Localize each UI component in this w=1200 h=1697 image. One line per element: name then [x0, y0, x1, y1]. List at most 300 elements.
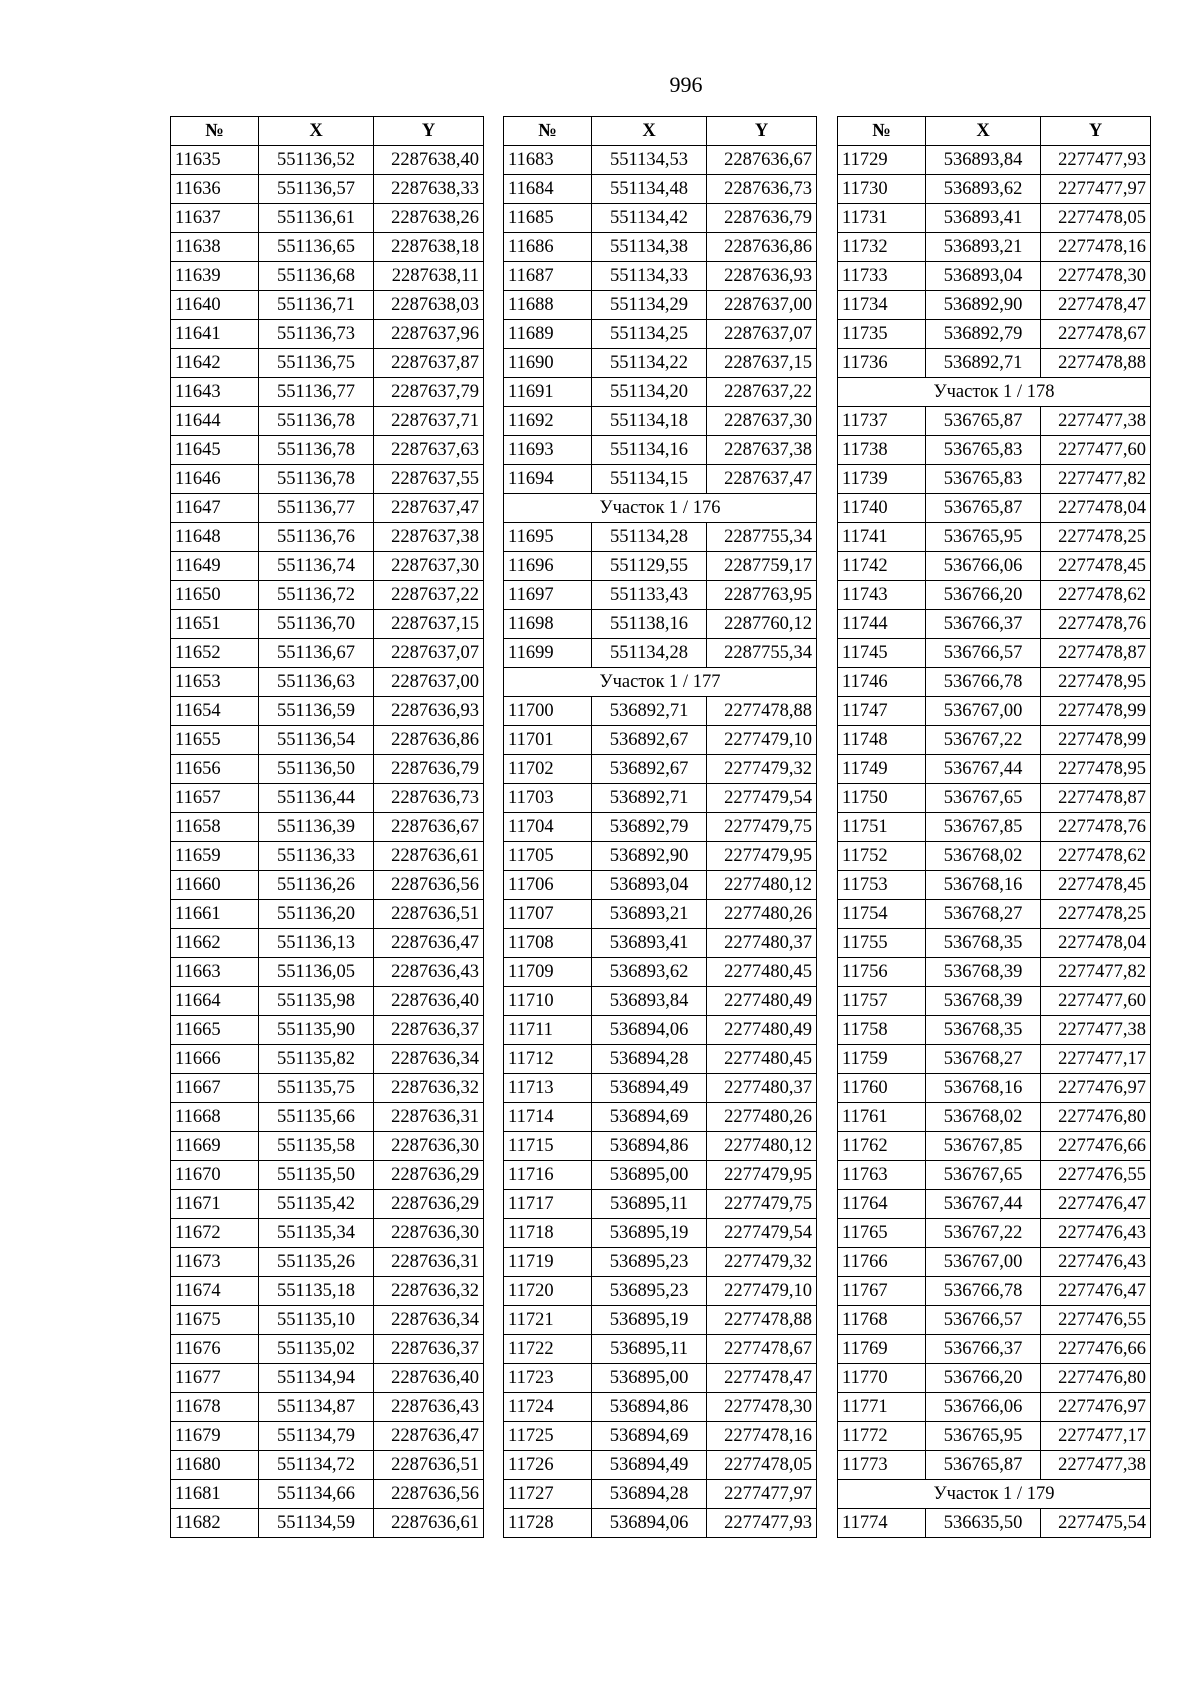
- y-coordinate: 2287636,34: [374, 1045, 484, 1074]
- table-row: [504, 1277, 817, 1306]
- y-coordinate: 2287638,18: [374, 233, 484, 262]
- x-coordinate: 536767,44: [926, 755, 1041, 784]
- x-coordinate: 536895,11: [592, 1335, 707, 1364]
- table-row: [504, 1219, 817, 1248]
- x-coordinate: 536892,90: [592, 842, 707, 871]
- x-coordinate: 551134,87: [259, 1393, 374, 1422]
- table-row: [838, 1161, 1151, 1190]
- x-coordinate: 536766,20: [926, 1364, 1041, 1393]
- table-row: [838, 349, 1151, 378]
- header-x: X: [592, 117, 707, 146]
- x-coordinate: 536767,44: [926, 1190, 1041, 1219]
- y-coordinate: 2277476,80: [1041, 1103, 1151, 1132]
- x-coordinate: 551135,26: [259, 1248, 374, 1277]
- x-coordinate: 536893,84: [592, 987, 707, 1016]
- x-coordinate: 551134,20: [592, 378, 707, 407]
- x-coordinate: 551136,26: [259, 871, 374, 900]
- table-row: [838, 175, 1151, 204]
- y-coordinate: 2287636,86: [374, 726, 484, 755]
- point-number: 11648: [171, 523, 259, 552]
- y-coordinate: 2277478,30: [1041, 262, 1151, 291]
- point-number: 11746: [838, 668, 926, 697]
- point-number: 11753: [838, 871, 926, 900]
- y-coordinate: 2277477,60: [1041, 987, 1151, 1016]
- header-y: Y: [374, 117, 484, 146]
- table-row: [504, 523, 817, 552]
- y-coordinate: 2287637,38: [707, 436, 817, 465]
- point-number: 11748: [838, 726, 926, 755]
- y-coordinate: 2287638,40: [374, 146, 484, 175]
- x-coordinate: 551136,57: [259, 175, 374, 204]
- table-row: [838, 726, 1151, 755]
- y-coordinate: 2287636,61: [374, 1509, 484, 1538]
- table-row: [171, 900, 484, 929]
- y-coordinate: 2277478,45: [1041, 871, 1151, 900]
- point-number: 11636: [171, 175, 259, 204]
- x-coordinate: 536892,71: [926, 349, 1041, 378]
- y-coordinate: 2277477,97: [707, 1480, 817, 1509]
- y-coordinate: 2277480,12: [707, 1132, 817, 1161]
- y-coordinate: 2277477,17: [1041, 1422, 1151, 1451]
- table-row: [171, 349, 484, 378]
- header-x: X: [259, 117, 374, 146]
- y-coordinate: 2277479,54: [707, 1219, 817, 1248]
- point-number: 11691: [504, 378, 592, 407]
- x-coordinate: 551134,53: [592, 146, 707, 175]
- table-row: [838, 581, 1151, 610]
- x-coordinate: 536767,00: [926, 697, 1041, 726]
- y-coordinate: 2277476,66: [1041, 1335, 1151, 1364]
- table-row: [171, 1306, 484, 1335]
- table-row: [504, 204, 817, 233]
- x-coordinate: 536766,37: [926, 1335, 1041, 1364]
- point-number: 11673: [171, 1248, 259, 1277]
- table-row: [838, 1335, 1151, 1364]
- x-coordinate: 551129,55: [592, 552, 707, 581]
- point-number: 11640: [171, 291, 259, 320]
- x-coordinate: 536768,02: [926, 842, 1041, 871]
- point-number: 11739: [838, 465, 926, 494]
- table-row: [838, 871, 1151, 900]
- y-coordinate: 2287636,40: [374, 1364, 484, 1393]
- x-coordinate: 551134,25: [592, 320, 707, 349]
- point-number: 11757: [838, 987, 926, 1016]
- x-coordinate: 536894,28: [592, 1045, 707, 1074]
- table-row: [171, 1103, 484, 1132]
- y-coordinate: 2277478,04: [1041, 929, 1151, 958]
- x-coordinate: 551134,72: [259, 1451, 374, 1480]
- y-coordinate: 2277479,75: [707, 1190, 817, 1219]
- x-coordinate: 536765,87: [926, 407, 1041, 436]
- y-coordinate: 2277478,47: [707, 1364, 817, 1393]
- y-coordinate: 2287636,79: [374, 755, 484, 784]
- point-number: 11702: [504, 755, 592, 784]
- y-coordinate: 2287637,15: [374, 610, 484, 639]
- table-row: [171, 1219, 484, 1248]
- y-coordinate: 2277476,97: [1041, 1074, 1151, 1103]
- table-row: [171, 320, 484, 349]
- y-coordinate: 2277478,88: [707, 1306, 817, 1335]
- header-number: №: [838, 117, 926, 146]
- y-coordinate: 2277480,37: [707, 1074, 817, 1103]
- x-coordinate: 551136,50: [259, 755, 374, 784]
- x-coordinate: 536635,50: [926, 1509, 1041, 1538]
- point-number: 11770: [838, 1364, 926, 1393]
- y-coordinate: 2287636,30: [374, 1132, 484, 1161]
- x-coordinate: 536768,39: [926, 958, 1041, 987]
- x-coordinate: 536768,02: [926, 1103, 1041, 1132]
- point-number: 11654: [171, 697, 259, 726]
- x-coordinate: 536893,62: [926, 175, 1041, 204]
- section-row: [504, 494, 817, 523]
- table-row: [171, 494, 484, 523]
- y-coordinate: 2287636,47: [374, 1422, 484, 1451]
- y-coordinate: 2287638,26: [374, 204, 484, 233]
- point-number: 11730: [838, 175, 926, 204]
- x-coordinate: 536766,06: [926, 552, 1041, 581]
- point-number: 11689: [504, 320, 592, 349]
- y-coordinate: 2277477,82: [1041, 958, 1151, 987]
- section-label: Участок 1 / 177: [504, 668, 817, 697]
- x-coordinate: 551136,39: [259, 813, 374, 842]
- point-number: 11680: [171, 1451, 259, 1480]
- x-coordinate: 536893,21: [592, 900, 707, 929]
- point-number: 11701: [504, 726, 592, 755]
- y-coordinate: 2277478,76: [1041, 813, 1151, 842]
- y-coordinate: 2287637,00: [707, 291, 817, 320]
- point-number: 11724: [504, 1393, 592, 1422]
- x-coordinate: 536765,95: [926, 523, 1041, 552]
- point-number: 11727: [504, 1480, 592, 1509]
- x-coordinate: 551134,79: [259, 1422, 374, 1451]
- table-row: [504, 1074, 817, 1103]
- table-row: [504, 610, 817, 639]
- table-row: [171, 871, 484, 900]
- point-number: 11690: [504, 349, 592, 378]
- point-number: 11666: [171, 1045, 259, 1074]
- y-coordinate: 2277476,97: [1041, 1393, 1151, 1422]
- table-row: [838, 610, 1151, 639]
- table-row: [504, 175, 817, 204]
- table-row: [838, 465, 1151, 494]
- point-number: 11761: [838, 1103, 926, 1132]
- point-number: 11651: [171, 610, 259, 639]
- y-coordinate: 2277480,49: [707, 987, 817, 1016]
- y-coordinate: 2277480,49: [707, 1016, 817, 1045]
- point-number: 11696: [504, 552, 592, 581]
- x-coordinate: 551134,16: [592, 436, 707, 465]
- y-coordinate: 2277478,04: [1041, 494, 1151, 523]
- table-row: [171, 1277, 484, 1306]
- y-coordinate: 2277477,38: [1041, 1451, 1151, 1480]
- table-row: [171, 552, 484, 581]
- y-coordinate: 2287637,87: [374, 349, 484, 378]
- y-coordinate: 2287637,22: [374, 581, 484, 610]
- x-coordinate: 536767,00: [926, 1248, 1041, 1277]
- point-number: 11679: [171, 1422, 259, 1451]
- y-coordinate: 2287637,71: [374, 407, 484, 436]
- x-coordinate: 551136,71: [259, 291, 374, 320]
- table-row: [838, 494, 1151, 523]
- point-number: 11683: [504, 146, 592, 175]
- point-number: 11734: [838, 291, 926, 320]
- y-coordinate: 2287636,67: [707, 146, 817, 175]
- point-number: 11709: [504, 958, 592, 987]
- x-coordinate: 536768,35: [926, 1016, 1041, 1045]
- x-coordinate: 551136,74: [259, 552, 374, 581]
- x-coordinate: 536766,06: [926, 1393, 1041, 1422]
- y-coordinate: 2277480,26: [707, 1103, 817, 1132]
- x-coordinate: 536892,67: [592, 755, 707, 784]
- x-coordinate: 536895,19: [592, 1219, 707, 1248]
- point-number: 11698: [504, 610, 592, 639]
- y-coordinate: 2277478,62: [1041, 581, 1151, 610]
- x-coordinate: 536894,49: [592, 1451, 707, 1480]
- table-row: [504, 1451, 817, 1480]
- y-coordinate: 2287636,31: [374, 1103, 484, 1132]
- table-row: [171, 465, 484, 494]
- point-number: 11682: [171, 1509, 259, 1538]
- point-number: 11758: [838, 1016, 926, 1045]
- y-coordinate: 2287636,67: [374, 813, 484, 842]
- point-number: 11735: [838, 320, 926, 349]
- table-row: [504, 1509, 817, 1538]
- point-number: 11646: [171, 465, 259, 494]
- table-row: [171, 1480, 484, 1509]
- x-coordinate: 551135,90: [259, 1016, 374, 1045]
- y-coordinate: 2277478,76: [1041, 610, 1151, 639]
- table-row: [504, 1364, 817, 1393]
- point-number: 11744: [838, 610, 926, 639]
- table-row: [838, 1364, 1151, 1393]
- y-coordinate: 2277475,54: [1041, 1509, 1151, 1538]
- point-number: 11745: [838, 639, 926, 668]
- y-coordinate: 2277478,05: [707, 1451, 817, 1480]
- coordinates-table-3: [837, 116, 1151, 1538]
- y-coordinate: 2277476,55: [1041, 1306, 1151, 1335]
- y-coordinate: 2277478,67: [707, 1335, 817, 1364]
- table-row: [504, 262, 817, 291]
- point-number: 11738: [838, 436, 926, 465]
- point-number: 11670: [171, 1161, 259, 1190]
- point-number: 11743: [838, 581, 926, 610]
- header-x: X: [926, 117, 1041, 146]
- x-coordinate: 536765,83: [926, 465, 1041, 494]
- table-row: [838, 407, 1151, 436]
- point-number: 11755: [838, 929, 926, 958]
- point-number: 11774: [838, 1509, 926, 1538]
- point-number: 11649: [171, 552, 259, 581]
- table-row: [171, 668, 484, 697]
- table-row: [838, 1045, 1151, 1074]
- y-coordinate: 2287636,32: [374, 1074, 484, 1103]
- table-row: [504, 1190, 817, 1219]
- point-number: 11751: [838, 813, 926, 842]
- point-number: 11773: [838, 1451, 926, 1480]
- x-coordinate: 551136,73: [259, 320, 374, 349]
- x-coordinate: 551135,34: [259, 1219, 374, 1248]
- x-coordinate: 551136,78: [259, 407, 374, 436]
- x-coordinate: 536767,65: [926, 784, 1041, 813]
- point-number: 11721: [504, 1306, 592, 1335]
- point-number: 11741: [838, 523, 926, 552]
- y-coordinate: 2277478,05: [1041, 204, 1151, 233]
- x-coordinate: 536768,16: [926, 1074, 1041, 1103]
- x-coordinate: 536895,23: [592, 1277, 707, 1306]
- y-coordinate: 2277479,95: [707, 1161, 817, 1190]
- x-coordinate: 551136,61: [259, 204, 374, 233]
- point-number: 11685: [504, 204, 592, 233]
- y-coordinate: 2277478,16: [1041, 233, 1151, 262]
- point-number: 11644: [171, 407, 259, 436]
- y-coordinate: 2287637,96: [374, 320, 484, 349]
- point-number: 11708: [504, 929, 592, 958]
- table-row: [171, 1335, 484, 1364]
- point-number: 11720: [504, 1277, 592, 1306]
- y-coordinate: 2287755,34: [707, 523, 817, 552]
- table-header-row: [838, 117, 1151, 146]
- point-number: 11725: [504, 1422, 592, 1451]
- point-number: 11717: [504, 1190, 592, 1219]
- y-coordinate: 2287636,32: [374, 1277, 484, 1306]
- table-row: [171, 523, 484, 552]
- y-coordinate: 2287637,79: [374, 378, 484, 407]
- x-coordinate: 551138,16: [592, 610, 707, 639]
- y-coordinate: 2277478,87: [1041, 784, 1151, 813]
- point-number: 11695: [504, 523, 592, 552]
- point-number: 11731: [838, 204, 926, 233]
- y-coordinate: 2287636,93: [374, 697, 484, 726]
- table-row: [838, 1509, 1151, 1538]
- table-row: [504, 1161, 817, 1190]
- point-number: 11742: [838, 552, 926, 581]
- table-row: [504, 146, 817, 175]
- table-row: [171, 1016, 484, 1045]
- point-number: 11719: [504, 1248, 592, 1277]
- coordinates-table-1: [170, 116, 484, 1538]
- y-coordinate: 2287755,34: [707, 639, 817, 668]
- table-row: [171, 175, 484, 204]
- table-row: [171, 378, 484, 407]
- table-row: [171, 581, 484, 610]
- x-coordinate: 536893,04: [926, 262, 1041, 291]
- y-coordinate: 2277478,95: [1041, 668, 1151, 697]
- table-row: [838, 146, 1151, 175]
- point-number: 11677: [171, 1364, 259, 1393]
- y-coordinate: 2287636,30: [374, 1219, 484, 1248]
- point-number: 11736: [838, 349, 926, 378]
- point-number: 11703: [504, 784, 592, 813]
- table-row: [171, 987, 484, 1016]
- y-coordinate: 2287636,56: [374, 871, 484, 900]
- x-coordinate: 536768,27: [926, 900, 1041, 929]
- point-number: 11643: [171, 378, 259, 407]
- section-row: [838, 1480, 1151, 1509]
- point-number: 11716: [504, 1161, 592, 1190]
- y-coordinate: 2277479,10: [707, 1277, 817, 1306]
- y-coordinate: 2277476,43: [1041, 1219, 1151, 1248]
- point-number: 11675: [171, 1306, 259, 1335]
- section-label: Участок 1 / 178: [838, 378, 1151, 407]
- y-coordinate: 2287636,47: [374, 929, 484, 958]
- table-row: [504, 233, 817, 262]
- table-row: [171, 1509, 484, 1538]
- table-row: [838, 755, 1151, 784]
- table-row: [171, 291, 484, 320]
- y-coordinate: 2287636,56: [374, 1480, 484, 1509]
- table-row: [504, 581, 817, 610]
- point-number: 11740: [838, 494, 926, 523]
- y-coordinate: 2277478,87: [1041, 639, 1151, 668]
- x-coordinate: 551136,44: [259, 784, 374, 813]
- table-header-row: [171, 117, 484, 146]
- table-row: [504, 1422, 817, 1451]
- x-coordinate: 536894,69: [592, 1422, 707, 1451]
- point-number: 11767: [838, 1277, 926, 1306]
- x-coordinate: 536894,06: [592, 1016, 707, 1045]
- table-row: [838, 987, 1151, 1016]
- point-number: 11754: [838, 900, 926, 929]
- y-coordinate: 2287636,37: [374, 1335, 484, 1364]
- point-number: 11652: [171, 639, 259, 668]
- point-number: 11686: [504, 233, 592, 262]
- x-coordinate: 536893,62: [592, 958, 707, 987]
- y-coordinate: 2287636,61: [374, 842, 484, 871]
- table-row: [504, 958, 817, 987]
- y-coordinate: 2277479,95: [707, 842, 817, 871]
- table-row: [504, 1045, 817, 1074]
- point-number: 11635: [171, 146, 259, 175]
- table-row: [171, 1422, 484, 1451]
- section-row: [838, 378, 1151, 407]
- point-number: 11733: [838, 262, 926, 291]
- y-coordinate: 2277477,97: [1041, 175, 1151, 204]
- y-coordinate: 2277479,32: [707, 1248, 817, 1277]
- y-coordinate: 2287636,43: [374, 1393, 484, 1422]
- table-row: [171, 1451, 484, 1480]
- table-row: [504, 407, 817, 436]
- y-coordinate: 2287637,15: [707, 349, 817, 378]
- x-coordinate: 551136,78: [259, 436, 374, 465]
- x-coordinate: 536894,69: [592, 1103, 707, 1132]
- point-number: 11712: [504, 1045, 592, 1074]
- x-coordinate: 536766,78: [926, 668, 1041, 697]
- table-row: [171, 1045, 484, 1074]
- x-coordinate: 551134,18: [592, 407, 707, 436]
- point-number: 11772: [838, 1422, 926, 1451]
- x-coordinate: 551135,10: [259, 1306, 374, 1335]
- point-number: 11674: [171, 1277, 259, 1306]
- x-coordinate: 536768,39: [926, 987, 1041, 1016]
- y-coordinate: 2277476,43: [1041, 1248, 1151, 1277]
- point-number: 11638: [171, 233, 259, 262]
- y-coordinate: 2277477,60: [1041, 436, 1151, 465]
- point-number: 11713: [504, 1074, 592, 1103]
- x-coordinate: 536768,35: [926, 929, 1041, 958]
- table-row: [171, 1074, 484, 1103]
- table-row: [838, 958, 1151, 987]
- x-coordinate: 536895,19: [592, 1306, 707, 1335]
- point-number: 11661: [171, 900, 259, 929]
- point-number: 11700: [504, 697, 592, 726]
- point-number: 11747: [838, 697, 926, 726]
- y-coordinate: 2277478,99: [1041, 726, 1151, 755]
- table-row: [171, 842, 484, 871]
- table-row: [171, 1248, 484, 1277]
- x-coordinate: 551134,94: [259, 1364, 374, 1393]
- table-row: [504, 378, 817, 407]
- point-number: 11769: [838, 1335, 926, 1364]
